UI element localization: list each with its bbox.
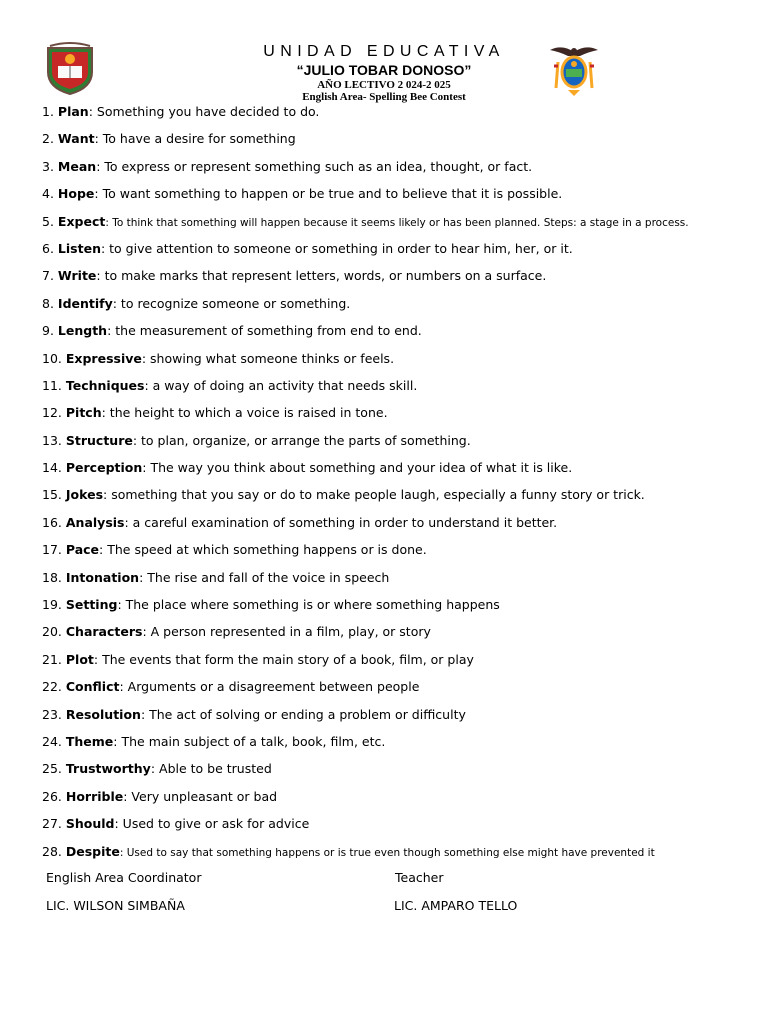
item-term: Setting	[65, 597, 118, 613]
school-year-heading: AÑO LECTIVO 2 024-2 025	[317, 79, 451, 91]
list-item	[42, 377, 742, 404]
item-term: Theme	[65, 733, 114, 749]
item-term: Pace	[65, 542, 100, 558]
item-definition: : to plan, organize, or arrange the parts of something.	[132, 432, 471, 448]
item-term: Hope	[57, 186, 95, 202]
list-item	[42, 459, 742, 486]
item-number: 27.	[42, 816, 62, 832]
item-term: Structure	[65, 432, 133, 448]
item-definition: : Very unpleasant or bad	[123, 788, 278, 804]
item-number: 21.	[42, 651, 62, 667]
item-term: Expect	[57, 213, 106, 229]
item-number: 17.	[42, 542, 62, 558]
item-definition: : The way you think about something and your idea of what it is like.	[142, 460, 573, 476]
teacher-name: LIC. AMPARO TELLO	[394, 898, 518, 913]
item-number: 12.	[42, 405, 62, 421]
item-term: Analysis	[65, 514, 125, 530]
list-item	[42, 706, 742, 733]
list-item	[42, 678, 742, 705]
item-definition: : a way of doing an activity that needs skill.	[144, 377, 418, 393]
list-item	[42, 158, 742, 185]
item-term: Trustworthy	[65, 761, 151, 777]
item-definition: : the measurement of something from end to end.	[107, 323, 422, 339]
list-item	[42, 623, 742, 650]
item-number: 13.	[42, 432, 62, 448]
item-number: 14.	[42, 460, 62, 476]
item-number: 28.	[42, 843, 62, 859]
item-term: Conflict	[65, 679, 120, 695]
list-item	[42, 185, 742, 212]
item-term: Want	[57, 131, 95, 147]
item-term: Listen	[57, 240, 101, 256]
item-number: 7.	[42, 268, 54, 284]
item-number: 22.	[42, 679, 62, 695]
item-definition: : Something you have decided to do.	[88, 104, 320, 119]
item-definition: : Arguments or a disagreement between people	[119, 679, 420, 695]
list-item	[42, 350, 742, 377]
teacher-role: Teacher	[395, 870, 444, 885]
item-definition: : To think that something will happen because it seems likely or has been planned. Steps: a stage in a process.	[105, 216, 689, 229]
item-definition: : To want something to happen or be true and to believe that it is possible.	[94, 186, 563, 202]
item-definition: : Used to say that something happens or is true even though something else might have prevented it	[119, 846, 655, 859]
item-number: 4.	[42, 186, 54, 202]
list-item	[42, 815, 742, 842]
list-item	[42, 322, 742, 349]
item-number: 9.	[42, 323, 54, 339]
list-item	[42, 843, 742, 870]
item-term: Write	[57, 268, 97, 284]
item-number: 5.	[42, 213, 54, 229]
coordinator-role: English Area Coordinator	[46, 870, 202, 885]
item-number: 8.	[42, 295, 54, 311]
coordinator-name: LIC. WILSON SIMBAÑA	[46, 898, 185, 913]
item-definition: : The place where something is or where something happens	[117, 597, 500, 613]
item-number: 25.	[42, 761, 62, 777]
item-definition: : to recognize someone or something.	[112, 295, 351, 311]
item-term: Mean	[57, 158, 97, 174]
list-item	[42, 596, 742, 623]
list-item	[42, 541, 742, 568]
item-number: 11.	[42, 377, 62, 393]
item-definition: : Used to give or ask for advice	[114, 816, 310, 832]
item-number: 18.	[42, 569, 62, 585]
list-item	[42, 295, 742, 322]
item-term: Plan	[57, 104, 89, 119]
item-term: Pitch	[65, 405, 102, 421]
item-definition: : showing what someone thinks or feels.	[141, 350, 395, 366]
item-definition: : The speed at which something happens or is done.	[99, 542, 427, 558]
item-definition: : To express or represent something such as an idea, thought, or fact.	[96, 158, 533, 174]
list-item	[42, 432, 742, 459]
item-number: 2.	[42, 131, 54, 147]
list-item	[42, 103, 742, 130]
list-item	[42, 788, 742, 815]
school-type-heading: UNIDAD EDUCATIVA	[263, 43, 505, 60]
item-definition: : The main subject of a talk, book, film, etc.	[113, 733, 386, 749]
item-number: 24.	[42, 733, 62, 749]
item-definition: : something that you say or do to make people laugh, especially a funny story or trick.	[103, 487, 645, 503]
item-definition: : The rise and fall of the voice in speech	[139, 569, 390, 585]
item-term: Horrible	[65, 788, 124, 804]
item-definition: : the height to which a voice is raised in tone.	[101, 405, 388, 421]
item-term: Length	[57, 323, 108, 339]
item-term: Intonation	[65, 569, 140, 585]
item-number: 26.	[42, 788, 62, 804]
item-definition: : To have a desire for something	[94, 131, 296, 147]
list-item	[42, 760, 742, 787]
school-name-heading: “JULIO TOBAR DONOSO”	[296, 62, 472, 78]
item-number: 15.	[42, 487, 62, 503]
item-term: Despite	[65, 843, 120, 859]
item-number: 20.	[42, 624, 62, 640]
item-term: Jokes	[65, 487, 104, 503]
item-term: Techniques	[65, 377, 145, 393]
item-definition: : The events that form the main story of a book, film, or play	[93, 651, 474, 667]
list-item	[42, 213, 742, 240]
list-item	[42, 651, 742, 678]
list-item	[42, 130, 742, 157]
list-item	[42, 514, 742, 541]
item-definition: : The act of solving or ending a problem or difficulty	[140, 706, 466, 722]
item-number: 1.	[42, 104, 54, 119]
item-definition: : Able to be trusted	[150, 761, 272, 777]
contest-heading: English Area- Spelling Bee Contest	[302, 91, 466, 103]
item-number: 3.	[42, 158, 54, 174]
list-item	[42, 404, 742, 431]
item-definition: : a careful examination of something in order to understand it better.	[124, 514, 558, 530]
item-definition: : A person represented in a film, play, or story	[142, 624, 431, 640]
item-term: Should	[65, 816, 115, 832]
item-term: Perception	[65, 460, 143, 476]
item-number: 16.	[42, 514, 62, 530]
item-number: 19.	[42, 597, 62, 613]
list-item	[42, 569, 742, 596]
item-term: Characters	[65, 624, 143, 640]
item-definition: : to give attention to someone or something in order to hear him, her, or it.	[100, 240, 573, 256]
item-number: 10.	[42, 350, 62, 366]
item-term: Expressive	[65, 350, 142, 366]
list-item	[42, 267, 742, 294]
item-term: Identify	[57, 295, 113, 311]
item-definition: : to make marks that represent letters, words, or numbers on a surface.	[96, 268, 547, 284]
list-item	[42, 240, 742, 267]
list-item	[42, 486, 742, 513]
item-number: 23.	[42, 706, 62, 722]
list-item	[42, 733, 742, 760]
item-term: Resolution	[65, 706, 141, 722]
word-list	[42, 103, 742, 870]
item-term: Plot	[65, 651, 94, 667]
item-number: 6.	[42, 240, 54, 256]
